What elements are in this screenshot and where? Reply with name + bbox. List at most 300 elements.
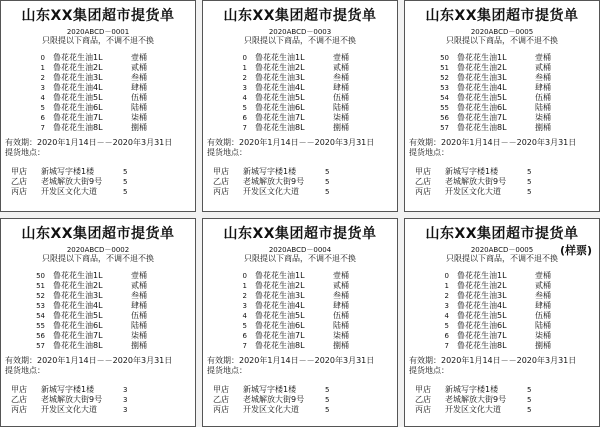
item-name: 鲁花花生油6L [457,321,507,330]
store-address: 开发区文化大道 [243,405,299,414]
item-number: 52 [440,74,449,82]
item-number: 6 [444,332,449,340]
item-number: 0 [444,272,449,280]
item-name: 鲁花花生油7L [457,331,507,340]
store-row [213,405,383,415]
item-row [225,281,389,291]
item-row [23,93,187,103]
item-number: 54 [36,312,45,320]
item-name: 鲁花花生油1L [457,53,507,62]
item-row [225,271,389,281]
item-row [23,63,187,73]
store-row [415,405,585,415]
item-name: 鲁花花生油5L [255,93,305,102]
item-name: 鲁花花生油4L [255,83,305,92]
voucher-title: 山东XX集团超市提货单 [425,8,579,24]
store-name: 甲店 [11,385,27,394]
store-number: 5 [527,386,532,394]
voucher-code: 2020ABCD－0002 [66,246,130,254]
item-quantity: 陆桶 [333,103,349,112]
voucher-code: 2020ABCD－0003 [268,28,332,36]
item-number: 5 [40,104,45,112]
store-name: 乙店 [415,395,431,404]
item-quantity: 肆桶 [535,301,551,310]
item-row [23,321,187,331]
store-address: 老城解放大街9号 [445,177,507,186]
item-quantity: 伍桶 [131,93,147,102]
item-name: 鲁花花生油5L [53,93,103,102]
item-row [23,311,187,321]
item-name: 鲁花花生油8L [53,341,103,350]
item-number: 2 [242,74,247,82]
store-row [415,395,585,405]
item-number: 53 [440,84,449,92]
item-name: 鲁花花生油3L [255,73,305,82]
pickup-location-label: 提货地点： [409,148,449,157]
item-name: 鲁花花生油7L [53,113,103,122]
item-number: 6 [242,114,247,122]
item-name: 鲁花花生油4L [255,301,305,310]
item-number: 1 [242,64,247,72]
store-list [213,167,383,197]
voucher-card [404,0,600,212]
store-address: 新城写字楼1楼 [445,167,499,176]
store-name: 丙店 [415,405,431,414]
item-quantity: 陆桶 [131,321,147,330]
store-row [11,385,181,395]
store-name: 乙店 [415,177,431,186]
item-list [23,271,187,351]
item-name: 鲁花花生油2L [53,63,103,72]
item-quantity: 柒桶 [333,113,349,122]
voucher-title: 山东XX集团超市提货单 [223,226,377,242]
item-name: 鲁花花生油3L [457,291,507,300]
store-address: 老城解放大街9号 [41,395,103,404]
store-address: 新城写字楼1楼 [41,167,95,176]
store-row [415,177,585,187]
item-row [23,53,187,63]
item-name: 鲁花花生油5L [255,311,305,320]
item-quantity: 伍桶 [535,311,551,320]
voucher-note: 只限提以下商品，不调不退不换 [446,254,558,263]
item-quantity: 柒桶 [333,331,349,340]
item-row [427,341,591,351]
item-quantity: 壹桶 [131,53,147,62]
item-number: 1 [242,282,247,290]
store-row [415,187,585,197]
item-name: 鲁花花生油2L [255,63,305,72]
item-name: 鲁花花生油6L [53,103,103,112]
store-row [11,177,181,187]
item-number: 5 [242,322,247,330]
item-number: 4 [40,94,45,102]
store-address: 新城写字楼1楼 [243,167,297,176]
store-name: 丙店 [213,405,229,414]
store-number: 5 [527,168,532,176]
store-number: 5 [527,188,532,196]
item-row [427,331,591,341]
store-number: 3 [123,386,128,394]
item-row [427,311,591,321]
item-name: 鲁花花生油2L [457,63,507,72]
item-list [427,53,591,133]
item-number: 3 [242,84,247,92]
pickup-location-label: 提货地点： [207,366,247,375]
voucher-card [202,0,398,212]
item-quantity: 贰桶 [535,63,551,72]
store-number: 3 [123,406,128,414]
item-name: 鲁花花生油7L [255,331,305,340]
item-row [427,103,591,113]
item-quantity: 肆桶 [333,301,349,310]
store-name: 乙店 [11,177,27,186]
item-number: 7 [40,124,45,132]
store-number: 5 [527,396,532,404]
item-quantity: 捌桶 [333,123,349,132]
item-quantity: 伍桶 [131,311,147,320]
item-row [427,123,591,133]
item-quantity: 贰桶 [131,281,147,290]
item-number: 1 [40,64,45,72]
item-name: 鲁花花生油6L [53,321,103,330]
item-quantity: 捌桶 [131,341,147,350]
item-quantity: 柒桶 [535,113,551,122]
voucher-title: 山东XX集团超市提货单 [21,8,175,24]
item-number: 50 [440,54,449,62]
item-number: 6 [40,114,45,122]
item-quantity: 贰桶 [535,281,551,290]
item-row [225,63,389,73]
item-row [225,53,389,63]
item-row [427,321,591,331]
item-name: 鲁花花生油4L [457,301,507,310]
item-number: 0 [242,54,247,62]
store-address: 老城解放大街9号 [243,177,305,186]
store-number: 5 [325,178,330,186]
item-name: 鲁花花生油7L [255,113,305,122]
store-address: 新城写字楼1楼 [445,385,499,394]
item-row [427,113,591,123]
item-name: 鲁花花生油4L [457,83,507,92]
item-row [225,123,389,133]
item-name: 鲁花花生油1L [255,53,305,62]
item-number: 0 [40,54,45,62]
store-row [415,385,585,395]
item-name: 鲁花花生油8L [457,341,507,350]
store-name: 甲店 [415,167,431,176]
item-number: 4 [242,312,247,320]
store-number: 5 [325,168,330,176]
item-number: 57 [440,124,449,132]
validity-period: 有效期：2020年1月14日－－2020年3月31日 [409,356,577,365]
item-name: 鲁花花生油5L [457,93,507,102]
item-row [225,331,389,341]
item-row [427,291,591,301]
item-row [225,73,389,83]
item-row [427,93,591,103]
voucher-title: 山东XX集团超市提货单 [223,8,377,24]
item-quantity: 捌桶 [535,341,551,350]
item-row [225,291,389,301]
store-address: 老城解放大街9号 [445,395,507,404]
item-quantity: 壹桶 [535,53,551,62]
item-name: 鲁花花生油3L [255,291,305,300]
item-quantity: 捌桶 [131,123,147,132]
store-name: 甲店 [213,167,229,176]
store-number: 5 [123,178,128,186]
voucher-code: 2020ABCD－0004 [268,246,332,254]
pickup-location-label: 提货地点： [207,148,247,157]
item-row [23,341,187,351]
store-row [415,167,585,177]
store-address: 老城解放大街9号 [41,177,103,186]
store-number: 5 [325,396,330,404]
item-row [23,291,187,301]
item-number: 0 [242,272,247,280]
item-name: 鲁花花生油8L [457,123,507,132]
item-quantity: 陆桶 [535,321,551,330]
store-row [213,177,383,187]
item-number: 50 [36,272,45,280]
store-row [11,395,181,405]
item-name: 鲁花花生油8L [53,123,103,132]
item-quantity: 壹桶 [535,271,551,280]
pickup-location-label: 提货地点： [5,148,45,157]
item-row [23,83,187,93]
item-quantity: 叁桶 [535,73,551,82]
item-row [225,83,389,93]
item-quantity: 伍桶 [333,311,349,320]
item-row [23,281,187,291]
store-list [213,385,383,415]
item-name: 鲁花花生油7L [457,113,507,122]
item-number: 6 [242,332,247,340]
item-list [427,271,591,351]
item-quantity: 叁桶 [333,73,349,82]
store-row [11,187,181,197]
item-name: 鲁花花生油1L [53,53,103,62]
store-name: 丙店 [415,187,431,196]
voucher-note: 只限提以下商品，不调不退不换 [42,36,154,45]
item-row [427,53,591,63]
store-number: 5 [123,168,128,176]
item-row [427,63,591,73]
item-row [427,281,591,291]
store-address: 开发区文化大道 [41,405,97,414]
item-name: 鲁花花生油3L [457,73,507,82]
item-quantity: 壹桶 [131,271,147,280]
item-number: 54 [440,94,449,102]
store-number: 5 [325,386,330,394]
item-number: 5 [242,104,247,112]
voucher-card [202,218,398,427]
item-name: 鲁花花生油4L [53,301,103,310]
item-quantity: 叁桶 [535,291,551,300]
item-quantity: 肆桶 [131,83,147,92]
item-row [225,311,389,321]
item-quantity: 叁桶 [131,291,147,300]
item-name: 鲁花花生油6L [457,103,507,112]
item-name: 鲁花花生油3L [53,73,103,82]
item-number: 55 [36,322,45,330]
voucher-note: 只限提以下商品，不调不退不换 [244,36,356,45]
store-name: 乙店 [213,177,229,186]
store-address: 老城解放大街9号 [243,395,305,404]
item-number: 53 [36,302,45,310]
item-number: 3 [444,302,449,310]
store-number: 5 [325,188,330,196]
item-number: 56 [36,332,45,340]
item-row [427,271,591,281]
item-number: 3 [242,302,247,310]
item-quantity: 柒桶 [131,113,147,122]
store-row [11,167,181,177]
item-quantity: 贰桶 [131,63,147,72]
item-row [23,301,187,311]
validity-period: 有效期：2020年1月14日－－2020年3月31日 [5,356,173,365]
item-number: 7 [444,342,449,350]
store-row [11,405,181,415]
voucher-card [0,218,196,427]
item-row [225,301,389,311]
item-number: 2 [40,74,45,82]
store-address: 开发区文化大道 [41,187,97,196]
item-quantity: 贰桶 [333,281,349,290]
store-list [11,385,181,415]
item-name: 鲁花花生油8L [255,123,305,132]
item-row [427,301,591,311]
item-name: 鲁花花生油2L [457,281,507,290]
item-row [23,103,187,113]
store-number: 5 [123,188,128,196]
item-name: 鲁花花生油2L [53,281,103,290]
store-address: 新城写字楼1楼 [243,385,297,394]
item-quantity: 柒桶 [131,331,147,340]
voucher-note: 只限提以下商品，不调不退不换 [244,254,356,263]
item-quantity: 柒桶 [535,331,551,340]
item-quantity: 陆桶 [333,321,349,330]
item-quantity: 捌桶 [333,341,349,350]
item-list [225,271,389,351]
item-name: 鲁花花生油2L [255,281,305,290]
item-number: 57 [36,342,45,350]
store-row [213,167,383,177]
voucher-title: 山东XX集团超市提货单 [425,226,579,242]
item-row [225,341,389,351]
item-row [225,321,389,331]
store-name: 乙店 [213,395,229,404]
item-number: 4 [444,312,449,320]
item-number: 5 [444,322,449,330]
store-name: 乙店 [11,395,27,404]
item-number: 55 [440,104,449,112]
store-address: 开发区文化大道 [445,187,501,196]
item-name: 鲁花花生油5L [457,311,507,320]
store-list [415,385,585,415]
store-number: 5 [527,406,532,414]
item-number: 7 [242,124,247,132]
store-address: 开发区文化大道 [243,187,299,196]
item-row [225,113,389,123]
validity-period: 有效期：2020年1月14日－－2020年3月31日 [207,356,375,365]
voucher-code: 2020ABCD－0005 [470,28,534,36]
voucher-code: 2020ABCD－0001 [66,28,130,36]
item-quantity: 捌桶 [535,123,551,132]
item-row [23,271,187,281]
item-quantity: 叁桶 [333,291,349,300]
store-list [415,167,585,197]
item-name: 鲁花花生油5L [53,311,103,320]
item-name: 鲁花花生油7L [53,331,103,340]
item-quantity: 陆桶 [131,103,147,112]
item-row [427,83,591,93]
item-quantity: 壹桶 [333,271,349,280]
item-row [23,331,187,341]
item-name: 鲁花花生油3L [53,291,103,300]
item-quantity: 叁桶 [131,73,147,82]
store-name: 甲店 [213,385,229,394]
voucher-card [0,0,196,212]
item-name: 鲁花花生油4L [53,83,103,92]
item-number: 3 [40,84,45,92]
voucher-note: 只限提以下商品，不调不退不换 [42,254,154,263]
item-row [225,103,389,113]
item-number: 51 [36,282,45,290]
item-row [23,73,187,83]
item-number: 7 [242,342,247,350]
store-address: 开发区文化大道 [445,405,501,414]
validity-period: 有效期：2020年1月14日－－2020年3月31日 [409,138,577,147]
store-row [213,385,383,395]
item-number: 56 [440,114,449,122]
item-number: 2 [242,292,247,300]
item-name: 鲁花花生油1L [53,271,103,280]
item-quantity: 肆桶 [535,83,551,92]
validity-period: 有效期：2020年1月14日－－2020年3月31日 [5,138,173,147]
item-list [225,53,389,133]
item-quantity: 贰桶 [333,63,349,72]
store-address: 新城写字楼1楼 [41,385,95,394]
item-row [23,113,187,123]
store-row [213,187,383,197]
pickup-location-label: 提货地点： [5,366,45,375]
store-name: 丙店 [11,187,27,196]
item-quantity: 陆桶 [535,103,551,112]
store-number: 5 [325,406,330,414]
pickup-location-label: 提货地点： [409,366,449,375]
voucher-title: 山东XX集团超市提货单 [21,226,175,242]
item-name: 鲁花花生油6L [255,321,305,330]
store-name: 丙店 [11,405,27,414]
item-row [427,73,591,83]
store-list [11,167,181,197]
store-name: 丙店 [213,187,229,196]
item-name: 鲁花花生油1L [457,271,507,280]
item-name: 鲁花花生油6L [255,103,305,112]
item-quantity: 伍桶 [333,93,349,102]
item-name: 鲁花花生油8L [255,341,305,350]
item-number: 2 [444,292,449,300]
voucher-code: 2020ABCD－0005 [470,246,534,254]
item-number: 52 [36,292,45,300]
item-row [23,123,187,133]
item-number: 1 [444,282,449,290]
item-quantity: 伍桶 [535,93,551,102]
validity-period: 有效期：2020年1月14日－－2020年3月31日 [207,138,375,147]
item-quantity: 肆桶 [131,301,147,310]
voucher-note: 只限提以下商品，不调不退不换 [446,36,558,45]
item-quantity: 壹桶 [333,53,349,62]
